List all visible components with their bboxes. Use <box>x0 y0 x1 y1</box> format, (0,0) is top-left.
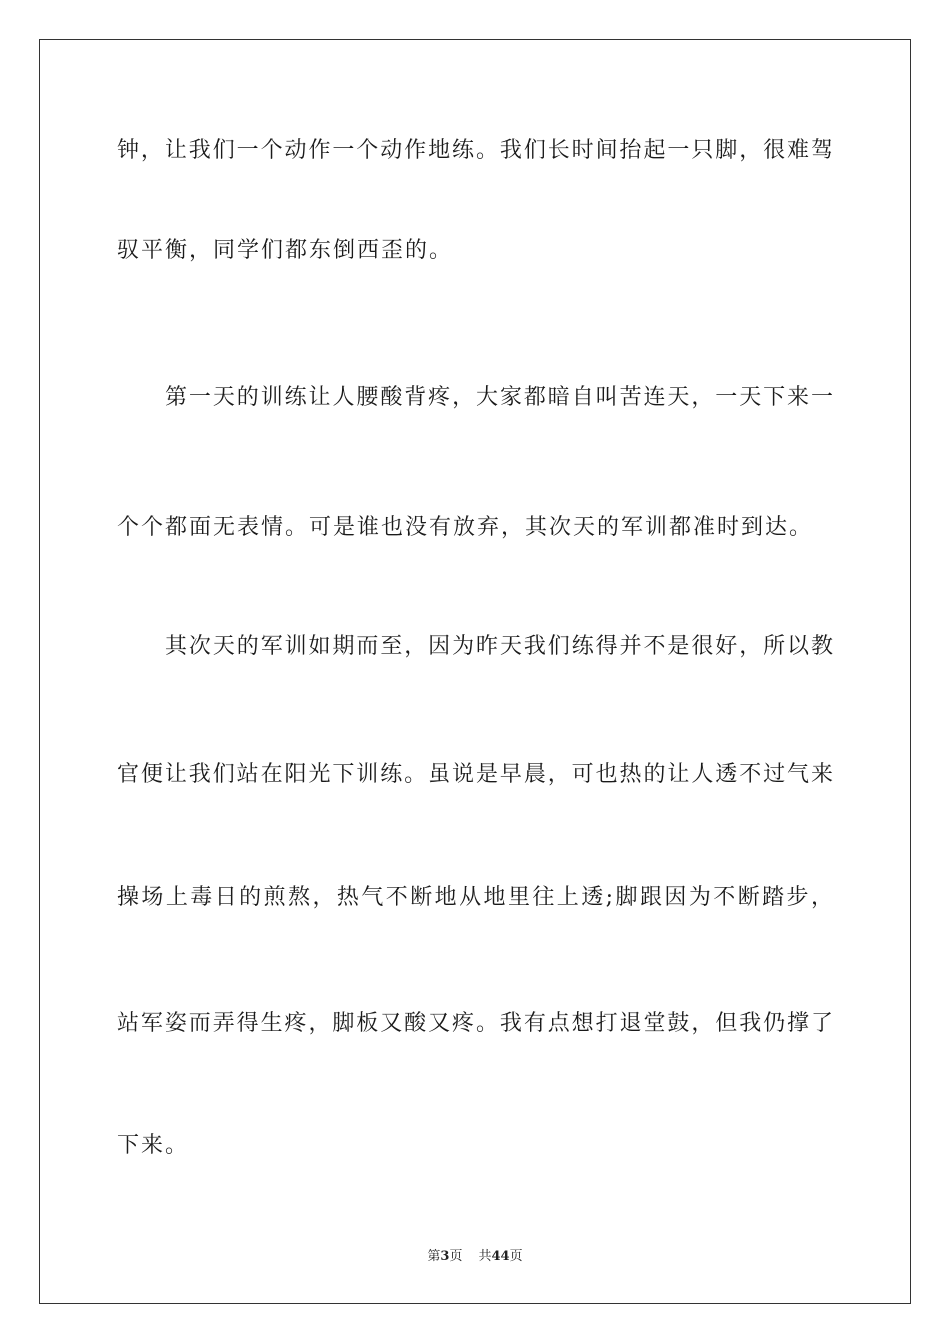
paragraph-line-1: 钟，让我们一个动作一个动作地练。我们长时间抬起一只脚，很难驾 <box>117 138 833 163</box>
page-border <box>39 39 911 1304</box>
paragraph-line-6: 官便让我们站在阳光下训练。虽说是早晨，可也热的让人透不过气来 <box>117 762 833 787</box>
paragraph-line-8: 站军姿而弄得生疼，脚板又酸又疼。我有点想打退堂鼓，但我仍撑了 <box>117 1011 833 1036</box>
paragraph-line-9: 下来。 <box>117 1133 190 1158</box>
footer-page-suffix: 页 <box>449 1249 463 1264</box>
paragraph-line-3: 第一天的训练让人腰酸背疼，大家都暗自叫苦连天，一天下来一 <box>165 385 833 410</box>
footer-total-suffix: 页 <box>509 1249 523 1264</box>
paragraph-line-5: 其次天的军训如期而至，因为昨天我们练得并不是很好，所以教 <box>165 634 833 659</box>
paragraph-line-2: 驭平衡，同学们都东倒西歪的。 <box>117 238 454 263</box>
footer-total-pages: 44 <box>491 1249 510 1264</box>
paragraph-line-7: 操场上毒日的煎熬，热气不断地从地里往上透;脚跟因为不断踏步， <box>117 885 833 910</box>
page-footer <box>0 1248 950 1266</box>
footer-page-number: 3 <box>440 1249 450 1264</box>
paragraph-line-4: 个个都面无表情。可是谁也没有放弃，其次天的军训都准时到达。 <box>117 515 814 540</box>
footer-total-prefix: 共 <box>478 1249 492 1264</box>
footer-page-prefix: 第 <box>427 1249 441 1264</box>
